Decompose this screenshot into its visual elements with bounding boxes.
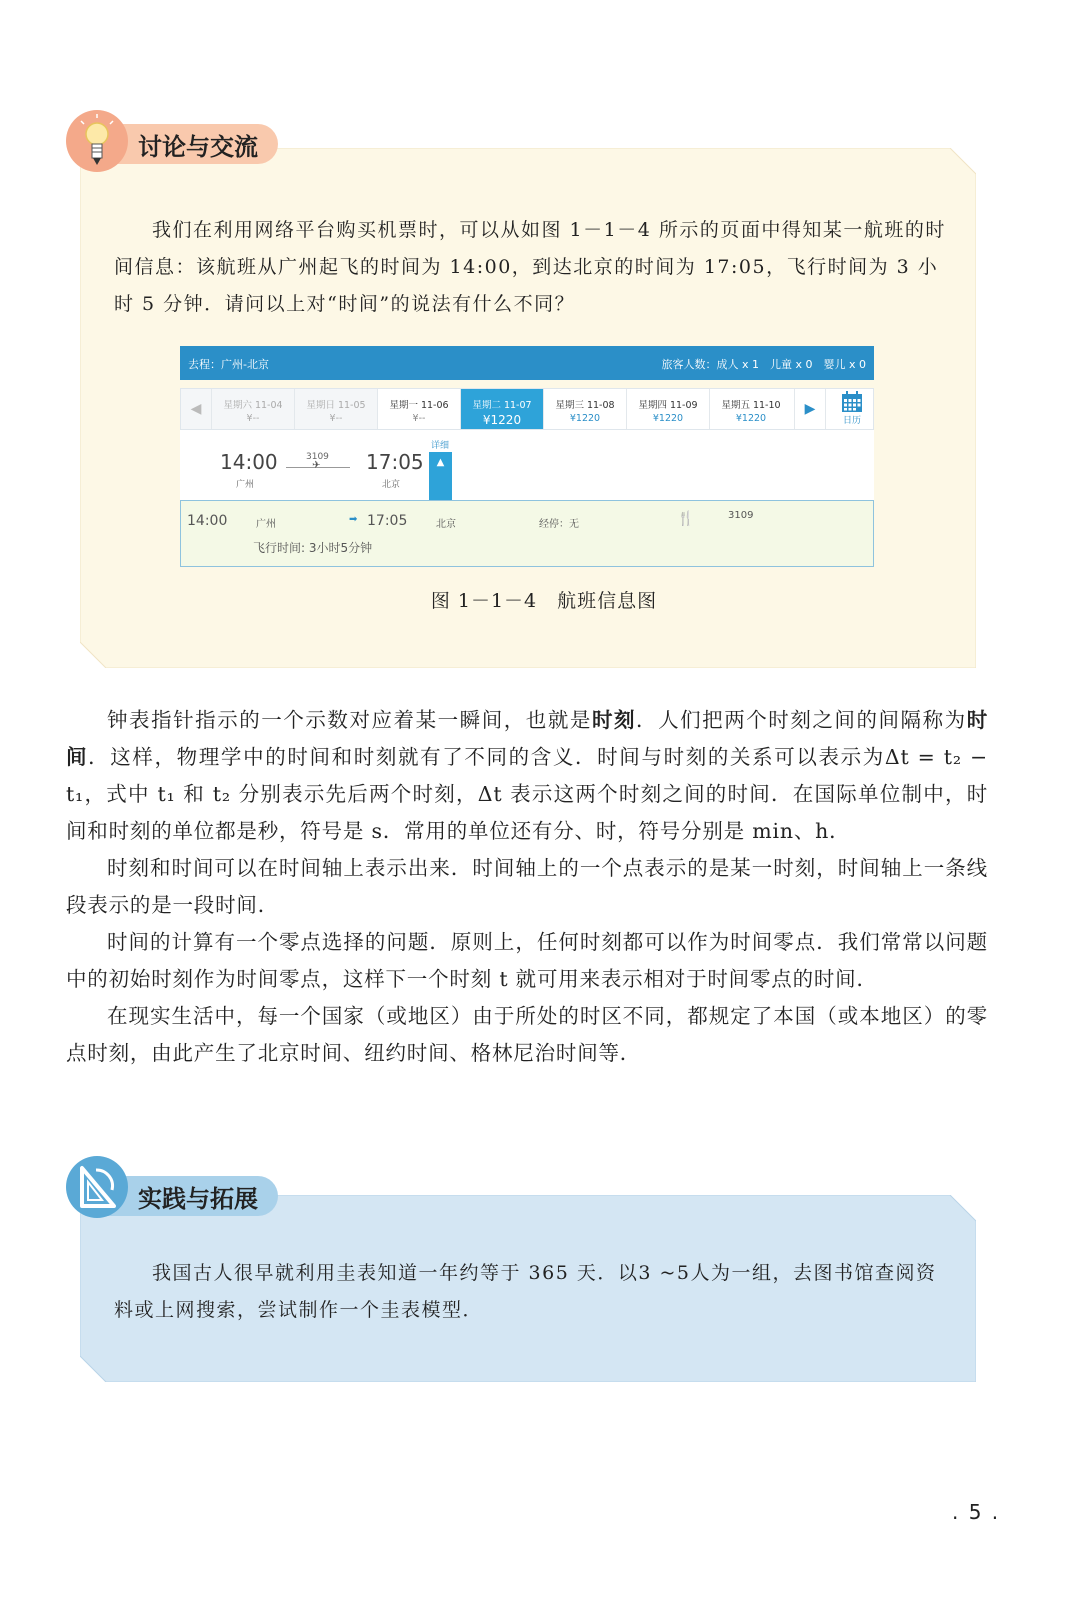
day-option[interactable]: 星期三 11-08 ¥1220 [543,389,626,429]
meal-icon: 🍴 [677,511,695,527]
chevron-left-icon: ◀ [190,401,202,417]
practice-box [80,1195,976,1382]
practice-heading-tab [104,1176,278,1216]
body-paragraph-2: 时刻和时间可以在时间轴上表示出来．时间轴上的一个点表示的是某一时刻，时间轴上一条线段表示的是一段时间． [66,856,988,917]
flight-info-figure [180,346,874,567]
detail-flight-number: 3109 [728,510,754,521]
chevron-right-icon: ▶ [804,401,816,417]
term-moment: 时刻 [591,708,637,732]
day-option[interactable]: 星期六 11-04 ¥-- [211,389,294,429]
detail-arrive-city: 北京 [436,519,456,530]
day-option[interactable]: 星期日 11-05 ¥-- [294,389,377,429]
flight-number: 3109 [306,452,329,462]
day-option[interactable]: 星期五 11-10 ¥1220 [709,389,792,429]
detail-arrive-time: 17:05 [367,513,408,529]
calendar-button[interactable] [833,389,871,429]
airplane-icon: ✈ [312,460,321,471]
arrive-time: 17:05 [366,450,424,474]
flight-detail-panel [180,500,874,567]
date-selector [180,388,874,430]
detail-label: 详细 [431,441,450,451]
discussion-paragraph: 我们在利用网络平台购买机票时，可以从如图 1－1－4 所示的页面中得知某一航班的时间信息：该航班从广州起飞的时间为 14:00，到达北京的时间为 17:05，飞行时间为 3 小时 5 分钟．请问以上对“时间”的说法有什么不同？ [114,219,946,315]
discussion-heading [66,110,296,174]
calendar-icon [841,391,863,413]
main-body-text [66,702,988,1072]
detail-depart-city: 广州 [256,519,276,530]
body-paragraph-3: 时间的计算有一个零点选择的问题．原则上，任何时刻都可以作为时间零点．我们常常以问题中的初始时刻作为时间零点，这样下一个时刻 t 就可用来表示相对于时间零点的时间． [66,930,988,991]
flight-header-bar [180,346,874,380]
practice-heading-label: 实践与拓展 [138,1184,258,1213]
detail-toggle-button[interactable] [429,452,452,500]
depart-time: 14:00 [220,450,278,474]
arrow-right-icon: ➡ [349,514,358,525]
practice-paragraph: 我国古人很早就利用圭表知道一年约等于 365 天．以3 ~5人为一组，去图书馆查阅资料或上网搜索，尝试制作一个圭表模型． [114,1262,937,1321]
route-label: 去程：广州-北京 [188,358,269,371]
term-time: 时间 [66,708,989,769]
chevron-up-icon: ▲ [436,457,445,468]
detail-depart-time: 14:00 [187,513,228,529]
arrive-city: 北京 [382,480,401,490]
body-paragraph-4: 在现实生活中，每一个国家（或地区）由于所处的时区不同，都规定了本国（或本地区）的零点时刻，由此产生了北京时间、纽约时间、格林尼治时间等． [66,1004,988,1065]
detail-stops: 经停：无 [539,519,579,530]
next-date-button[interactable] [794,389,826,429]
discussion-heading-tab [104,124,278,164]
figure-caption: 图 1－1－4 航班信息图 [430,590,658,612]
day-option[interactable]: 星期一 11-06 ¥-- [377,389,460,429]
passenger-count: 旅客人数：成人 x 1 儿童 x 0 婴儿 x 0 [661,358,866,371]
body-paragraph-1: 钟表指针指示的一个示数对应着某一瞬间，也就是时刻．人们把两个时刻之间的间隔称为时间．这样，物理学中的时间和时刻就有了不同的含义．时间与时刻的关系可以表示为Δt = t₂ − t₁，式中 t₁ 和 t₂ 分别表示先后两个时刻，Δt 表示这两个时刻之间的时间．在国际单位制中，时间和时刻的单位都是秒，符号是 s．常用的单位还有分、时，符号分别是 min、h． [66,708,989,843]
prev-date-button[interactable] [181,389,211,429]
detail-duration: 飞行时间: 3小时5分钟 [253,541,373,555]
practice-heading [66,1156,296,1220]
lightbulb-icon [66,110,128,172]
set-square-icon [66,1156,128,1218]
day-option[interactable]: 星期四 11-09 ¥1220 [626,389,709,429]
flight-summary-row[interactable] [180,430,874,500]
page-number: . 5 . [952,1500,1001,1524]
discussion-heading-label: 讨论与交流 [138,132,258,161]
calendar-label: 日历 [842,416,861,426]
day-option-selected[interactable]: 星期二 11-07 ¥1220 [460,389,543,429]
depart-city: 广州 [236,480,255,490]
